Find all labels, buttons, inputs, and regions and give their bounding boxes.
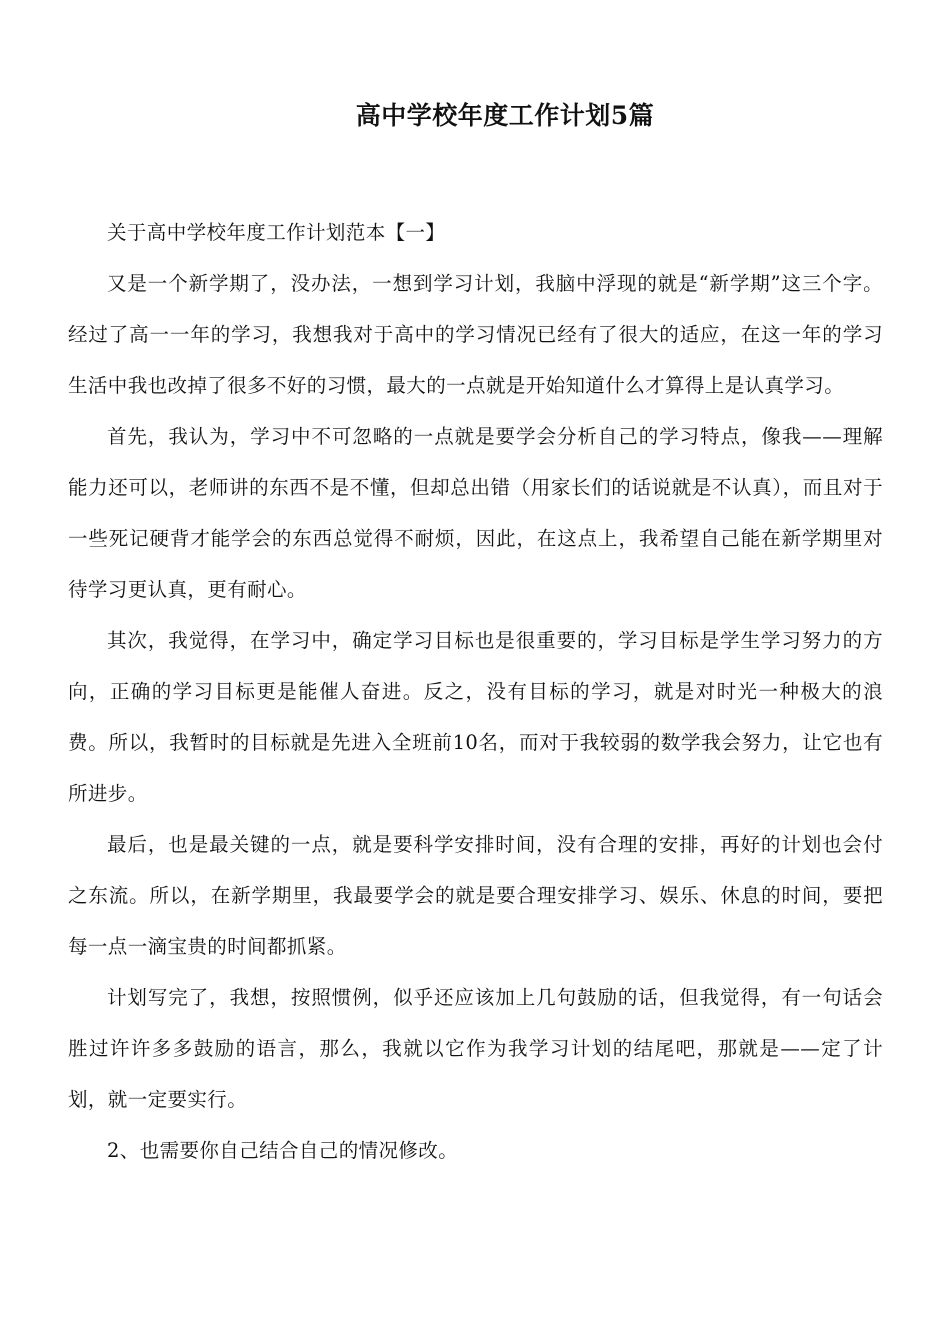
paragraph-second: 其次，我觉得，在学习中，确定学习目标也是很重要的，学习目标是学生学习努力的方向，正确的学习目标更是能催人奋进。反之，没有目标的学习，就是对时光一种极大的浪费。所以，我暂时的目标就是先进入全班前10名，而对于我较弱的数学我会努力，让它也有所进步。 <box>68 629 883 805</box>
document-body <box>68 207 883 1176</box>
paragraph-last: 最后，也是最关键的一点，就是要科学安排时间，没有合理的安排，再好的计划也会付之东流。所以，在新学期里，我最要学会的就是要合理安排学习、娱乐、休息的时间，要把每一点一滴宝贵的时间都抓紧。 <box>68 833 883 958</box>
paragraph-note: 2、也需要你自己结合自己的情况修改。 <box>107 1139 459 1162</box>
document-title: 高中学校年度工作计划5篇 <box>355 101 655 130</box>
paragraph-intro: 又是一个新学期了，没办法，一想到学习计划，我脑中浮现的就是“新学期”这三个字。经过了高一一年的学习，我想我对于高中的学习情况已经有了很大的适应，在这一年的学习生活中我也改掉了很多不好的习惯，最大的一点就是开始知道什么才算得上是认真学习。 <box>68 272 883 397</box>
paragraph-first: 首先，我认为，学习中不可忽略的一点就是要学会分析自己的学习特点，像我——理解能力还可以，老师讲的东西不是不懂，但却总出错（用家长们的话说就是不认真），而且对于一些死记硬背才能学会的东西总觉得不耐烦，因此，在这点上，我希望自己能在新学期里对待学习更认真，更有耐心。 <box>68 425 883 601</box>
section-heading: 关于高中学校年度工作计划范本【一】 <box>107 221 446 244</box>
paragraph-conclusion: 计划写完了，我想，按照惯例，似乎还应该加上几句鼓励的话，但我觉得，有一句话会胜过许许多多鼓励的语言，那么，我就以它作为我学习计划的结尾吧，那就是——定了计划，就一定要实行。 <box>68 986 883 1111</box>
